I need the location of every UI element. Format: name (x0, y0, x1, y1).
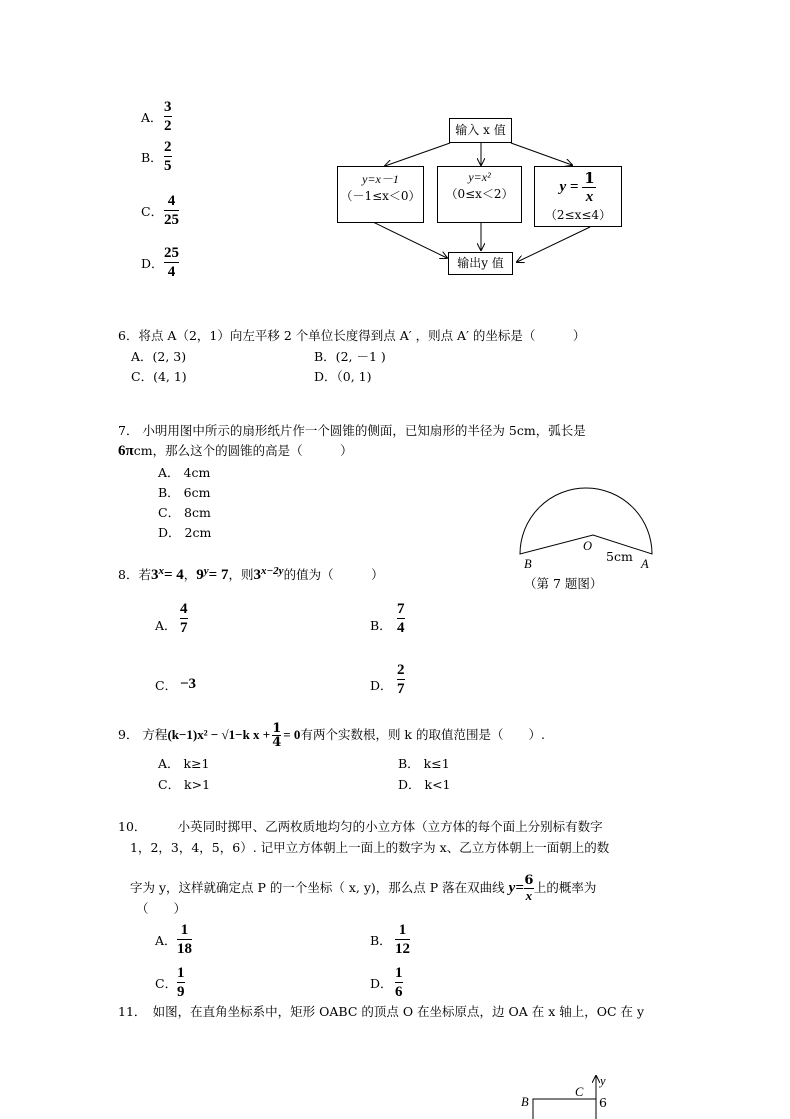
flow-input-box: 输入 x 值 (449, 118, 512, 143)
q11-stem: 11． 如图，在直角坐标系中，矩形 OABC 的顶点 O 在坐标原点，边 OA 在 x 轴上，OC 在 y (118, 1004, 645, 1019)
q10-option-c-label: C． (155, 976, 178, 991)
flow-right-box (534, 166, 622, 227)
q8-stem: 8．若$3^x= 4$，$9^y= 7$，则$3^{x-2y}$的值为（ ） (118, 565, 384, 584)
flow-middle-range: （0≤x＜2） (445, 187, 514, 201)
q7-option-b: B． 6cm (158, 485, 211, 500)
flow-right-formula-y: y = (559, 178, 579, 195)
flow-left-box (337, 166, 424, 223)
q10-option-b-label: B． (370, 933, 392, 948)
flow-left-range: （－1≤x＜0） (340, 189, 421, 203)
q7-stem-line1: 7． 小明用图中所示的扇形纸片作一个圆锥的侧面，已知扇形的半径为 5cm，弧长是 (118, 423, 586, 438)
q5-option-c-fraction: 4 25 (164, 193, 179, 228)
q5-option-b-label: B． (141, 150, 163, 165)
q10-stem-line3: 字为 y，这样就确定点 P 的一个坐标（ x, y)，那么点 P 落在双曲线 y= $\frac{6}{x}$ 上的概率为 (130, 873, 597, 903)
q5-option-d-fraction: 25 4 (164, 245, 179, 280)
sector-label-a: A (641, 557, 649, 571)
q5-option-a-label: A． (141, 110, 163, 125)
graph-label-c: C (575, 1085, 584, 1099)
q8-option-c-label: C． (155, 678, 178, 693)
flow-right-fraction: 1 x (584, 168, 595, 205)
q6-option-d: D．（0, 1) (314, 369, 372, 384)
q5-option-c-label: C． (141, 204, 164, 219)
q6-option-c: C．(4, 1) (131, 369, 187, 384)
q6-option-b: B．(2, －1 ) (314, 349, 386, 364)
q10-option-d-label: D． (370, 976, 393, 991)
q5-option-b-fraction: 2 5 (164, 139, 172, 174)
q9-option-b: B． k≤1 (398, 756, 450, 771)
graph-tick-6: 6 (599, 1095, 607, 1110)
q7-option-a: A． 4cm (158, 465, 211, 480)
q9-option-a: A． k≥1 (158, 756, 210, 771)
q8-option-b-fraction: 7 4 (397, 601, 405, 636)
flow-middle-formula: y=x² (468, 170, 491, 184)
q8-option-d-label: D． (370, 678, 393, 693)
graph-label-b: B (521, 1095, 529, 1109)
q9-option-c: C． k>1 (158, 777, 211, 792)
q10-option-d-fraction: 1 6 (395, 965, 403, 1000)
q9-stem: 9． 方程(k−1)x² − √1−k x + $\frac{1}{4}$ = 0有两个实数根，则 k 的取值范围是（ ）. (118, 721, 545, 750)
q9-option-d: D． k<1 (398, 777, 451, 792)
q5-option-d-label: D． (141, 256, 164, 271)
q6-stem: 6．将点 A（2，1）向左平移 2 个单位长度得到点 A′ ，则点 A′ 的坐标是（ ） (118, 328, 586, 343)
sector-label-b: B (524, 557, 532, 571)
q8-option-a-fraction: 4 7 (180, 601, 188, 636)
sector-label-o: O (583, 539, 593, 553)
q8-option-d-fraction: 2 7 (397, 662, 405, 697)
q10-stem-line2: 1，2，3，4，5，6）. 记甲立方体朝上一面上的数字为 x、乙立方体朝上一面朝上的数 (130, 840, 610, 855)
q10-option-a-fraction: 1 18 (177, 922, 192, 957)
q8-option-b-label: B． (370, 618, 392, 633)
q10-option-b-fraction: 1 12 (395, 922, 410, 957)
q10-option-a-label: A． (155, 933, 177, 948)
q10-answer-blank: （ ） (136, 901, 187, 916)
graph-label-y-axis: y (600, 1074, 606, 1088)
q7-option-c: C． 8cm (158, 505, 211, 520)
q6-option-a: A．(2, 3) (131, 349, 187, 364)
q5-option-a-fraction: 3 2 (164, 99, 172, 134)
q7-option-d: D． 2cm (158, 525, 212, 540)
q10-stem-line1: 10． 小英同时掷甲、乙两枚质地均匀的小立方体（立方体的每个面上分别标有数字 (118, 819, 603, 834)
flow-right-range: （2≤x≤4） (544, 208, 612, 222)
q7-stem-line2: 6πcm，那么这个的圆锥的高是（ ） (118, 443, 353, 459)
q10-option-c-fraction: 1 9 (177, 965, 185, 1000)
sector-radius-label: 5cm (606, 549, 633, 564)
flow-left-formula: y=x－1 (362, 172, 399, 186)
flow-output-box: 输出y 值 (448, 252, 513, 275)
q8-option-c-value: −3 (180, 676, 197, 692)
flow-middle-box (437, 166, 522, 223)
figure-caption-q7: （第 7 题图） (524, 576, 603, 591)
q8-option-a-label: A． (155, 618, 177, 633)
